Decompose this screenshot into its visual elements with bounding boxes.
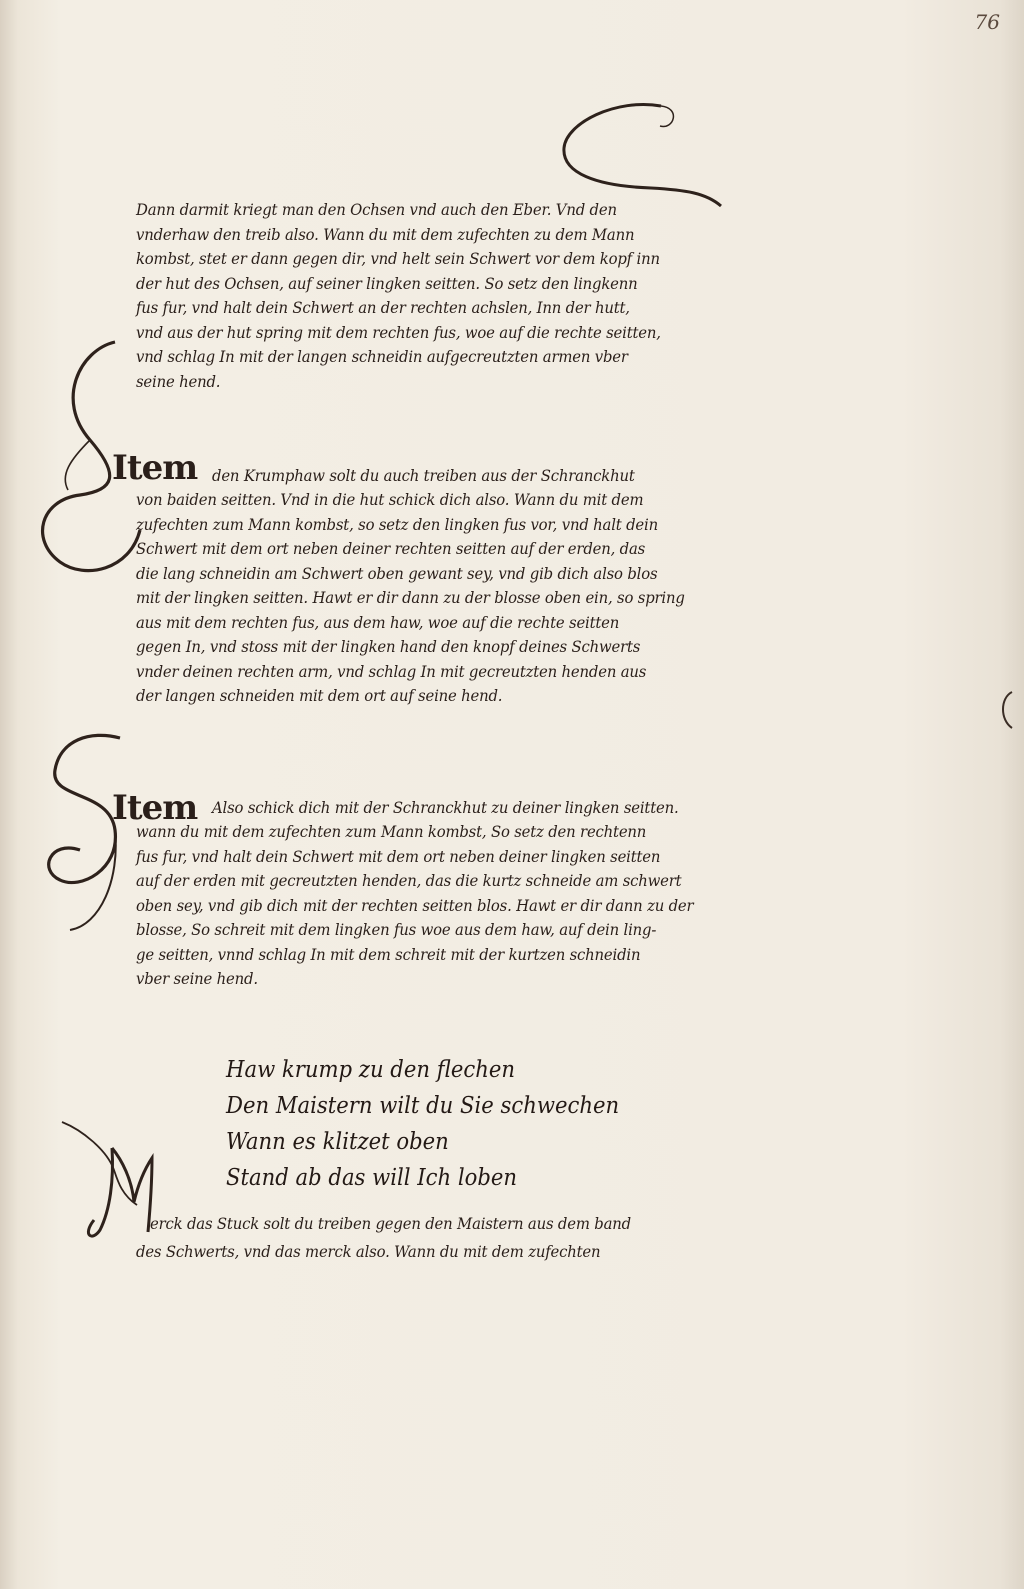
text-line: oben sey, vnd gib dich mit der rechten seitten blos. Hawt er dir dann zu der xyxy=(136,895,694,915)
text-line: fus fur, vnd halt dein Schwert an der rechten achslen, Inn der hutt, xyxy=(136,298,630,317)
text-line: wann du mit dem zufechten zum Mann kombst, So setz den rechtenn xyxy=(136,822,647,841)
text-line: des Schwerts, vnd das merck also. Wann du mit dem zufechten xyxy=(136,1242,601,1261)
text-line: seine hend. xyxy=(136,371,221,391)
text-line: kombst, stet er dann gegen dir, vnd helt sein Schwert vor dem kopf inn xyxy=(136,249,660,268)
text-line: gegen In, vnd stoss mit der lingken hand den knopf deines Schwerts xyxy=(136,637,641,656)
paragraph-4-body xyxy=(136,1240,796,1265)
text-line: vber seine hend. xyxy=(136,969,258,988)
folio-number: 76 xyxy=(974,10,1000,34)
verse-line: Wann es klitzet oben xyxy=(226,1129,449,1155)
margin-bracket-mark xyxy=(996,690,1016,730)
text-line: fus fur, vnd halt dein Schwert mit dem ort neben deiner lingken seitten xyxy=(136,846,661,866)
initial-flourish-m xyxy=(52,1110,162,1250)
text-line: ge seitten, vnnd schlag In mit dem schreit mit der kurtzen schneidin xyxy=(136,944,641,964)
text-line: erck das Stuck solt du treiben gegen den Maistern aus dem band xyxy=(150,1214,631,1233)
initial-item-2: Item xyxy=(112,788,198,828)
verse-line: Haw krump zu den flechen xyxy=(226,1057,516,1083)
paragraph-3-body xyxy=(136,820,796,992)
text-line: Dann darmit kriegt man den Ochsen vnd auch den Eber. Vnd den xyxy=(136,200,617,219)
text-line: vnderhaw den treib also. Wann du mit dem zufechten zu dem Mann xyxy=(136,224,635,244)
text-line: Also schick dich mit der Schranckhut zu deiner lingken seitten. xyxy=(212,798,679,817)
text-line: den Krumphaw solt du auch treiben aus der Schranckhut xyxy=(212,466,635,485)
paragraph-2 xyxy=(212,464,802,489)
text-line: Schwert mit dem ort neben deiner rechten seitten auf der erden, das xyxy=(136,539,646,558)
verse-block xyxy=(226,1052,653,1196)
text-line: vnd schlag In mit der langen schneidin aufgecreutzten armen vber xyxy=(136,347,628,366)
initial-item-1: Item xyxy=(112,448,198,488)
paragraph-3 xyxy=(212,796,802,821)
text-line: der hut des Ochsen, auf seiner lingken seitten. So setz den lingkenn xyxy=(136,273,638,293)
paragraph-1 xyxy=(136,198,796,394)
text-line: auf der erden mit gecreutzten henden, das die kurtz schneide am schwert xyxy=(136,871,682,890)
verse-line: Den Maistern wilt du Sie schwechen xyxy=(226,1093,620,1119)
text-line: von baiden seitten. Vnd in die hut schick dich also. Wann du mit dem xyxy=(136,490,644,509)
paragraph-2-body xyxy=(136,488,796,709)
verse-line: Stand ab das will Ich loben xyxy=(226,1165,518,1191)
text-line: mit der lingken seitten. Hawt er dir dann zu der blosse oben ein, so spring xyxy=(136,588,685,607)
paragraph-4 xyxy=(150,1212,790,1237)
text-line: vnder deinen rechten arm, vnd schlag In mit gecreutzten henden aus xyxy=(136,661,647,681)
text-line: vnd aus der hut spring mit dem rechten fus, woe auf die rechte seitten, xyxy=(136,322,661,342)
text-line: zufechten zum Mann kombst, so setz den lingken fus vor, vnd halt dein xyxy=(136,514,658,534)
text-line: der langen schneiden mit dem ort auf seine hend. xyxy=(136,686,503,705)
text-line: aus mit dem rechten fus, aus dem haw, woe auf die rechte seitten xyxy=(136,612,620,632)
text-line: die lang schneidin am Schwert oben gewant sey, vnd gib dich also blos xyxy=(136,563,658,583)
text-line: blosse, So schreit mit dem lingken fus woe aus dem haw, auf dein ling- xyxy=(136,920,657,939)
